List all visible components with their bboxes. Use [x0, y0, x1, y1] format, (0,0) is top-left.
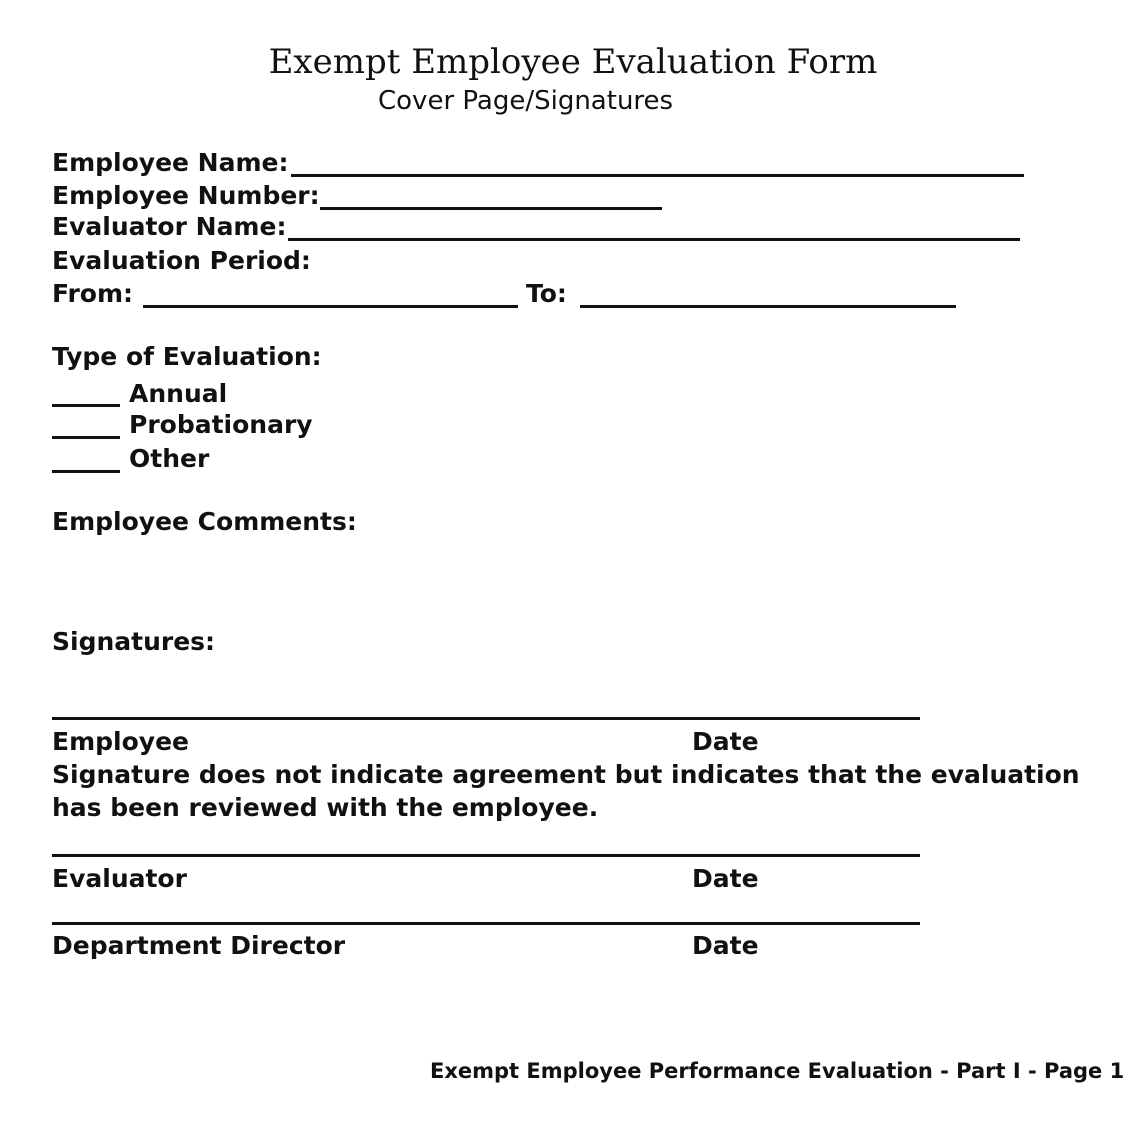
from-date-line[interactable]	[143, 305, 518, 308]
evaluation-type-heading: Type of Evaluation:	[52, 342, 322, 371]
evaluation-period-label: Evaluation Period:	[52, 246, 311, 275]
signatures-heading: Signatures:	[52, 627, 216, 656]
to-date-line[interactable]	[580, 305, 956, 308]
director-signature-label: Department Director	[52, 931, 346, 960]
employee-signature-line[interactable]	[52, 717, 920, 720]
other-option-label: Other	[129, 444, 210, 473]
to-label: To:	[526, 279, 567, 308]
evaluator-signature-label: Evaluator	[52, 864, 187, 893]
evaluator-date-label: Date	[692, 864, 759, 893]
from-label: From:	[52, 279, 134, 308]
employee-name-label: Employee Name:	[52, 148, 289, 177]
probationary-check-line[interactable]	[52, 436, 120, 439]
signature-note-line-1: Signature does not indicate agreement but indicates that the evaluation	[52, 760, 1080, 789]
form-subtitle: Cover Page/Signatures	[378, 86, 674, 116]
director-date-label: Date	[692, 931, 759, 960]
employee-date-label: Date	[692, 727, 759, 756]
employee-name-line[interactable]	[291, 174, 1024, 177]
annual-check-line[interactable]	[52, 404, 120, 407]
probationary-option-label: Probationary	[129, 410, 313, 439]
form-title: Exempt Employee Evaluation Form	[268, 42, 878, 82]
employee-comments-heading: Employee Comments:	[52, 507, 357, 536]
annual-option-label: Annual	[129, 379, 228, 408]
page-footer: Exempt Employee Performance Evaluation - Part I - Page 1	[430, 1059, 1125, 1083]
evaluator-name-label: Evaluator Name:	[52, 212, 287, 241]
other-check-line[interactable]	[52, 470, 120, 473]
employee-signature-label: Employee	[52, 727, 189, 756]
evaluator-signature-line[interactable]	[52, 854, 920, 857]
director-signature-line[interactable]	[52, 922, 920, 925]
signature-note-line-2: has been reviewed with the employee.	[52, 793, 599, 822]
employee-number-label: Employee Number:	[52, 181, 320, 210]
employee-number-line[interactable]	[320, 207, 662, 210]
evaluator-name-line[interactable]	[288, 238, 1020, 241]
